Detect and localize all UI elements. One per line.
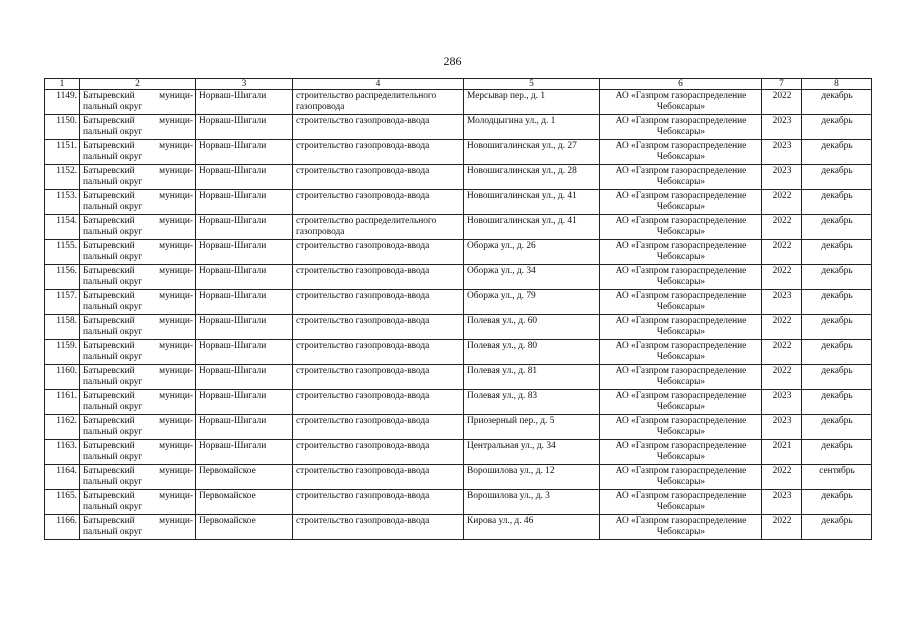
- settlement-cell: Норваш-Шигали: [196, 140, 293, 165]
- table-row: [45, 365, 872, 390]
- table-row: [45, 290, 872, 315]
- year-cell: 2022: [762, 265, 802, 290]
- table-row: [45, 315, 872, 340]
- work-type-cell: строительство газопровода-ввода: [293, 115, 464, 140]
- year-cell: 2023: [762, 290, 802, 315]
- district-cell: Батыревский муници-пальный округ: [80, 140, 196, 165]
- month-cell: декабрь: [802, 215, 872, 240]
- address-cell: Новошигалинская ул., д. 41: [464, 190, 600, 215]
- month-cell: декабрь: [802, 140, 872, 165]
- year-cell: 2022: [762, 465, 802, 490]
- header-cell: 6: [600, 79, 762, 90]
- address-cell: Приозерный пер., д. 5: [464, 415, 600, 440]
- table-row: [45, 215, 872, 240]
- district-cell: Батыревский муници-пальный округ: [80, 90, 196, 115]
- organization-cell: АО «Газпром газораспределение Чебоксары»: [600, 240, 762, 265]
- organization-cell: АО «Газпром газораспределение Чебоксары»: [600, 115, 762, 140]
- address-cell: Полевая ул., д. 81: [464, 365, 600, 390]
- work-type-cell: строительство газопровода-ввода: [293, 190, 464, 215]
- organization-cell: АО «Газпром газораспределение Чебоксары»: [600, 190, 762, 215]
- month-cell: декабрь: [802, 165, 872, 190]
- organization-cell: АО «Газпром газораспределение Чебоксары»: [600, 440, 762, 465]
- month-cell: декабрь: [802, 365, 872, 390]
- organization-cell: АО «Газпром газораспределение Чебоксары»: [600, 90, 762, 115]
- row-number: 1152.: [45, 165, 80, 190]
- row-number: 1157.: [45, 290, 80, 315]
- month-cell: декабрь: [802, 515, 872, 540]
- organization-cell: АО «Газпром газораспределение Чебоксары»: [600, 465, 762, 490]
- address-cell: Полевая ул., д. 60: [464, 315, 600, 340]
- table-row: [45, 140, 872, 165]
- year-cell: 2023: [762, 165, 802, 190]
- year-cell: 2022: [762, 515, 802, 540]
- work-type-cell: строительство газопровода-ввода: [293, 340, 464, 365]
- year-cell: 2022: [762, 240, 802, 265]
- table-row: [45, 415, 872, 440]
- address-cell: Мерсывар пер., д. 1: [464, 90, 600, 115]
- header-cell: 1: [45, 79, 80, 90]
- district-cell: Батыревский муници-пальный округ: [80, 290, 196, 315]
- row-number: 1162.: [45, 415, 80, 440]
- district-cell: Батыревский муници-пальный округ: [80, 515, 196, 540]
- settlement-cell: Норваш-Шигали: [196, 315, 293, 340]
- district-cell: Батыревский муници-пальный округ: [80, 265, 196, 290]
- table-row: [45, 240, 872, 265]
- organization-cell: АО «Газпром газораспределение Чебоксары»: [600, 315, 762, 340]
- work-type-cell: строительство газопровода-ввода: [293, 515, 464, 540]
- district-cell: Батыревский муници-пальный округ: [80, 190, 196, 215]
- work-type-cell: строительство распределительного газопровода: [293, 90, 464, 115]
- month-cell: декабрь: [802, 340, 872, 365]
- table-row: [45, 440, 872, 465]
- row-number: 1151.: [45, 140, 80, 165]
- table-row: [45, 190, 872, 215]
- work-type-cell: строительство газопровода-ввода: [293, 440, 464, 465]
- settlement-cell: Норваш-Шигали: [196, 340, 293, 365]
- month-cell: декабрь: [802, 115, 872, 140]
- district-cell: Батыревский муници-пальный округ: [80, 440, 196, 465]
- address-cell: Полевая ул., д. 80: [464, 340, 600, 365]
- year-cell: 2023: [762, 390, 802, 415]
- header-cell: 2: [80, 79, 196, 90]
- work-type-cell: строительство газопровода-ввода: [293, 165, 464, 190]
- header-cell: 3: [196, 79, 293, 90]
- year-cell: 2022: [762, 215, 802, 240]
- organization-cell: АО «Газпром газораспределение Чебоксары»: [600, 290, 762, 315]
- month-cell: декабрь: [802, 490, 872, 515]
- organization-cell: АО «Газпром газораспределение Чебоксары»: [600, 265, 762, 290]
- organization-cell: АО «Газпром газораспределение Чебоксары»: [600, 340, 762, 365]
- table-row: [45, 115, 872, 140]
- year-cell: 2022: [762, 90, 802, 115]
- district-cell: Батыревский муници-пальный округ: [80, 240, 196, 265]
- district-cell: Батыревский муници-пальный округ: [80, 115, 196, 140]
- work-type-cell: строительство газопровода-ввода: [293, 465, 464, 490]
- year-cell: 2023: [762, 415, 802, 440]
- work-type-cell: строительство газопровода-ввода: [293, 390, 464, 415]
- month-cell: декабрь: [802, 390, 872, 415]
- address-cell: Новошигалинская ул., д. 28: [464, 165, 600, 190]
- settlement-cell: Норваш-Шигали: [196, 165, 293, 190]
- row-number: 1160.: [45, 365, 80, 390]
- row-number: 1155.: [45, 240, 80, 265]
- row-number: 1161.: [45, 390, 80, 415]
- year-cell: 2022: [762, 365, 802, 390]
- table-row: [45, 490, 872, 515]
- header-cell: 5: [464, 79, 600, 90]
- district-cell: Батыревский муници-пальный округ: [80, 490, 196, 515]
- header-cell: 8: [802, 79, 872, 90]
- district-cell: Батыревский муници-пальный округ: [80, 465, 196, 490]
- row-number: 1153.: [45, 190, 80, 215]
- month-cell: декабрь: [802, 415, 872, 440]
- work-type-cell: строительство газопровода-ввода: [293, 240, 464, 265]
- settlement-cell: Первомайское: [196, 465, 293, 490]
- table-row: [45, 90, 872, 115]
- settlement-cell: Первомайское: [196, 490, 293, 515]
- district-cell: Батыревский муници-пальный округ: [80, 390, 196, 415]
- row-number: 1159.: [45, 340, 80, 365]
- settlement-cell: Норваш-Шигали: [196, 115, 293, 140]
- work-type-cell: строительство газопровода-ввода: [293, 315, 464, 340]
- organization-cell: АО «Газпром газораспределение Чебоксары»: [600, 165, 762, 190]
- header-cell: 7: [762, 79, 802, 90]
- address-cell: Кирова ул., д. 46: [464, 515, 600, 540]
- month-cell: декабрь: [802, 290, 872, 315]
- district-cell: Батыревский муници-пальный округ: [80, 340, 196, 365]
- address-cell: Оборжа ул., д. 34: [464, 265, 600, 290]
- row-number: 1164.: [45, 465, 80, 490]
- table-row: [45, 340, 872, 365]
- settlement-cell: Норваш-Шигали: [196, 215, 293, 240]
- header-cell: 4: [293, 79, 464, 90]
- table-row: [45, 515, 872, 540]
- organization-cell: АО «Газпром газораспределение Чебоксары»: [600, 390, 762, 415]
- month-cell: декабрь: [802, 90, 872, 115]
- month-cell: декабрь: [802, 190, 872, 215]
- row-number: 1149.: [45, 90, 80, 115]
- organization-cell: АО «Газпром газораспределение Чебоксары»: [600, 515, 762, 540]
- settlement-cell: Норваш-Шигали: [196, 390, 293, 415]
- year-cell: 2023: [762, 115, 802, 140]
- organization-cell: АО «Газпром газораспределение Чебоксары»: [600, 365, 762, 390]
- row-number: 1158.: [45, 315, 80, 340]
- month-cell: декабрь: [802, 240, 872, 265]
- row-number: 1163.: [45, 440, 80, 465]
- organization-cell: АО «Газпром газораспределение Чебоксары»: [600, 490, 762, 515]
- month-cell: декабрь: [802, 315, 872, 340]
- address-cell: Ворошилова ул., д. 12: [464, 465, 600, 490]
- row-number: 1150.: [45, 115, 80, 140]
- work-type-cell: строительство газопровода-ввода: [293, 490, 464, 515]
- table-header-row: [45, 79, 872, 90]
- settlement-cell: Первомайское: [196, 515, 293, 540]
- page-number: 286: [443, 54, 462, 68]
- address-cell: Новошигалинская ул., д. 41: [464, 215, 600, 240]
- registry-table: [44, 78, 872, 540]
- work-type-cell: строительство газопровода-ввода: [293, 290, 464, 315]
- organization-cell: АО «Газпром газораспределение Чебоксары»: [600, 415, 762, 440]
- settlement-cell: Норваш-Шигали: [196, 265, 293, 290]
- district-cell: Батыревский муници-пальный округ: [80, 415, 196, 440]
- address-cell: Ворошилова ул., д. 3: [464, 490, 600, 515]
- organization-cell: АО «Газпром газораспределение Чебоксары»: [600, 215, 762, 240]
- address-cell: Оборжа ул., д. 79: [464, 290, 600, 315]
- address-cell: Оборжа ул., д. 26: [464, 240, 600, 265]
- work-type-cell: строительство распределительного газопровода: [293, 215, 464, 240]
- organization-cell: АО «Газпром газораспределение Чебоксары»: [600, 140, 762, 165]
- address-cell: Новошигалинская ул., д. 27: [464, 140, 600, 165]
- year-cell: 2023: [762, 140, 802, 165]
- table-row: [45, 390, 872, 415]
- month-cell: сентябрь: [802, 465, 872, 490]
- district-cell: Батыревский муници-пальный округ: [80, 365, 196, 390]
- year-cell: 2022: [762, 340, 802, 365]
- settlement-cell: Норваш-Шигали: [196, 190, 293, 215]
- address-cell: Полевая ул., д. 83: [464, 390, 600, 415]
- month-cell: декабрь: [802, 265, 872, 290]
- work-type-cell: строительство газопровода-ввода: [293, 140, 464, 165]
- district-cell: Батыревский муници-пальный округ: [80, 315, 196, 340]
- year-cell: 2022: [762, 190, 802, 215]
- work-type-cell: строительство газопровода-ввода: [293, 415, 464, 440]
- month-cell: декабрь: [802, 440, 872, 465]
- district-cell: Батыревский муници-пальный округ: [80, 165, 196, 190]
- work-type-cell: строительство газопровода-ввода: [293, 265, 464, 290]
- table-row: [45, 465, 872, 490]
- district-cell: Батыревский муници-пальный округ: [80, 215, 196, 240]
- settlement-cell: Норваш-Шигали: [196, 90, 293, 115]
- year-cell: 2023: [762, 490, 802, 515]
- settlement-cell: Норваш-Шигали: [196, 240, 293, 265]
- row-number: 1156.: [45, 265, 80, 290]
- table-row: [45, 265, 872, 290]
- year-cell: 2022: [762, 315, 802, 340]
- settlement-cell: Норваш-Шигали: [196, 415, 293, 440]
- settlement-cell: Норваш-Шигали: [196, 440, 293, 465]
- address-cell: Центральная ул., д. 34: [464, 440, 600, 465]
- row-number: 1166.: [45, 515, 80, 540]
- work-type-cell: строительство газопровода-ввода: [293, 365, 464, 390]
- row-number: 1165.: [45, 490, 80, 515]
- address-cell: Молодцыгина ул., д. 1: [464, 115, 600, 140]
- settlement-cell: Норваш-Шигали: [196, 290, 293, 315]
- settlement-cell: Норваш-Шигали: [196, 365, 293, 390]
- table-row: [45, 165, 872, 190]
- row-number: 1154.: [45, 215, 80, 240]
- year-cell: 2021: [762, 440, 802, 465]
